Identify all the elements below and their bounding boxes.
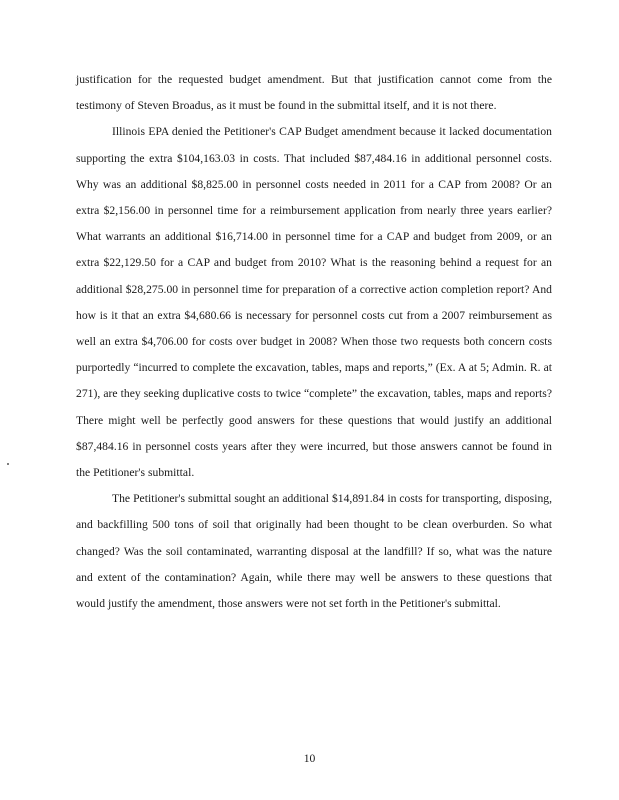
document-body [76, 67, 552, 617]
paragraph-soil-costs: The Petitioner's submittal sought an additional $14,891.84 in costs for transporting, disposing, and backfilling 500 tons of soil that originally had been thought to be clean overburden. So what changed? Was the soil contaminated, warranting disposal at the landfill? If so, what was the nature and extent of the contamination? Again, while there may well be answers to these questions that would justify the amendment, those answers were not set forth in the Petitioner's submittal. [76, 492, 552, 611]
page-number: 10 [303, 752, 316, 765]
margin-dot [7, 463, 9, 465]
paragraph-personnel-costs: Illinois EPA denied the Petitioner's CAP Budget amendment because it lacked documentation supporting the extra $104,163.03 in costs. That included $87,484.16 in additional personnel costs. Why was an additional $8,825.00 in personnel costs needed in 2011 for a CAP from 2008? Or an extra $2,156.00 in personnel time for a reimbursement application from nearly three years earlier? What warrants an additional $16,714.00 in personnel time for a CAP and budget from 2009, or an extra $22,129.50 for a CAP and budget from 2010? What is the reasoning behind a request for an additional $28,275.00 in personnel time for preparation of a corrective action completion report? And how is it that an extra $4,680.66 is necessary for personnel costs cut from a 2007 reimbursement as well an extra $4,706.00 for costs over budget in 2008? When those two requests both concern costs purportedly “incurred to complete the excavation, tables, maps and reports,” (Ex. A at 5; Admin. R. at 271), are they seeking duplicative costs to twice “complete” the excavation, tables, maps and reports? There might well be perfectly good answers for these questions that would justify an additional $87,484.16 in personnel costs years after they were incurred, but those answers cannot be found in the Petitioner's submittal. [76, 125, 552, 480]
paragraph-continuation: justification for the requested budget amendment. But that justification cannot come from the testimony of Steven Broadus, as it must be found in the submittal itself, and it is not there. [76, 73, 552, 113]
